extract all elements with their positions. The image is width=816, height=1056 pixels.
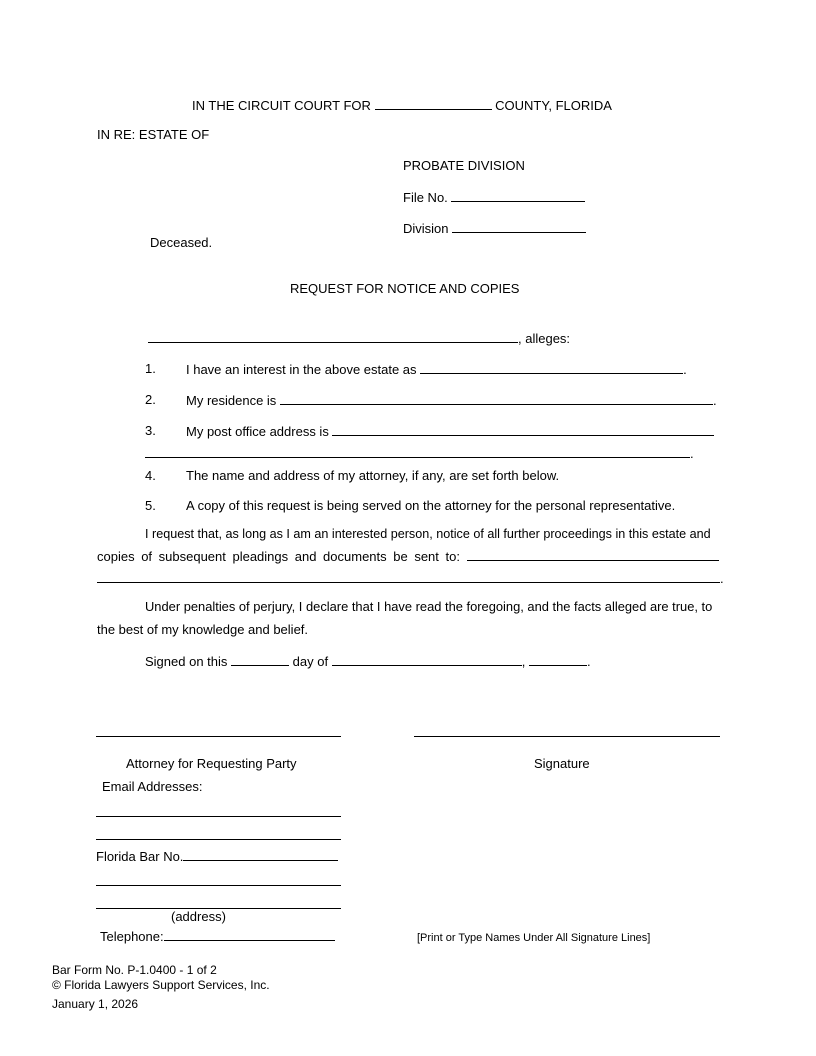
court-prefix: IN THE CIRCUIT COURT FOR [192,98,371,113]
alleges-text: , alleges: [518,331,571,346]
send-to-blank[interactable] [467,548,719,561]
court-heading [192,97,612,114]
telephone-label: Telephone: [100,929,164,944]
petitioner-name-blank[interactable] [148,330,518,343]
item-3-number: 3. [145,423,156,438]
deceased-label: Deceased. [150,235,213,250]
send-to-line-2: . [97,570,724,587]
signed-day-label: day of [292,654,329,669]
division-row [403,220,586,237]
request-line-1: I request that, as long as I am an interested person, notice of all further proceedings in this estate and [145,527,711,541]
division-blank[interactable] [452,220,586,233]
request-line-2-text: copies of subsequent pleadings and documents be sent to: [97,549,460,564]
signed-day-blank[interactable] [231,653,289,666]
court-suffix: COUNTY, FLORIDA [495,98,612,113]
party-signature-line[interactable] [414,736,720,737]
form-date: January 1, 2026 [52,997,139,1011]
form-number: Bar Form No. P-1.0400 - 1 of 2 [52,963,217,977]
item-3 [186,423,714,440]
item-2-number: 2. [145,392,156,407]
signed-month-blank[interactable] [332,653,522,666]
bar-no-row [96,848,338,865]
signed-prefix: Signed on this [145,654,228,669]
email-line-1[interactable] [96,816,341,817]
po-address-line-2: . [145,445,694,462]
item-4-number: 4. [145,468,156,483]
probate-division: PROBATE DIVISION [403,158,525,173]
attorney-label: Attorney for Requesting Party [126,756,297,771]
item-2-text: My residence is [186,393,277,408]
file-no-row [403,189,585,206]
division-label: Division [403,221,449,236]
po-address-blank-2[interactable] [145,445,690,458]
request-line-2 [97,548,719,565]
alleges-row [148,330,570,347]
signature-label: Signature [534,756,590,771]
file-no-label: File No. [403,190,448,205]
item-1: I have an interest in the above estate as . [186,362,687,377]
signed-year-blank[interactable] [529,653,587,666]
item-1-number: 1. [145,361,156,376]
county-blank[interactable] [375,97,492,110]
address-label: (address) [171,909,226,924]
copyright: © Florida Lawyers Support Services, Inc. [52,978,270,992]
attorney-signature-line[interactable] [96,736,341,737]
email-label: Email Addresses: [102,779,203,794]
perjury-line-2: the best of my knowledge and belief. [97,622,309,637]
file-no-blank[interactable] [451,189,585,202]
send-to-blank-2[interactable] [97,570,720,583]
in-re-estate: IN RE: ESTATE OF [97,127,210,142]
signed-row: Signed on this day of , . [145,654,591,669]
email-line-2[interactable] [96,839,341,840]
item-2: My residence is . [186,393,717,408]
telephone-row [100,928,335,945]
item-4-text: The name and address of my attorney, if any, are set forth below. [186,468,560,483]
item-5-number: 5. [145,498,156,513]
address-line-1[interactable] [96,885,341,886]
print-names-note: [Print or Type Names Under All Signature Lines] [417,932,651,944]
item-3-text: My post office address is [186,424,329,439]
residence-blank[interactable] [280,392,713,405]
telephone-blank[interactable] [164,928,335,941]
item-5-text: A copy of this request is being served on the attorney for the personal representative. [186,498,676,513]
perjury-line-1: Under penalties of perjury, I declare that I have read the foregoing, and the facts alleged are true, to [145,599,713,614]
interest-blank[interactable] [420,361,683,374]
document-title: REQUEST FOR NOTICE AND COPIES [290,281,520,296]
bar-no-blank[interactable] [183,848,338,861]
bar-no-label: Florida Bar No. [96,849,184,864]
item-1-text: I have an interest in the above estate as [186,362,417,377]
po-address-blank[interactable] [332,423,714,436]
